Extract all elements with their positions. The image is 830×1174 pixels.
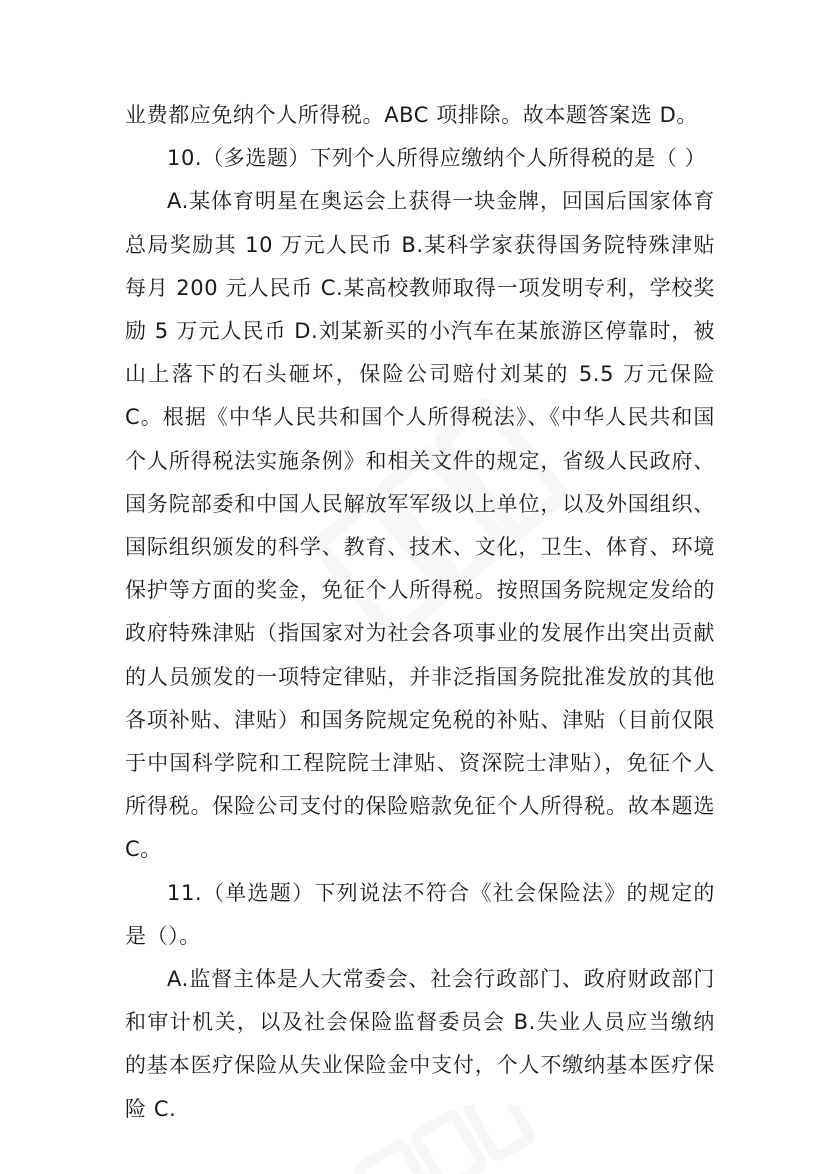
question-10: 10.（多选题）下列个人所得应缴纳个人所得税的是（ ） — [167, 146, 707, 171]
options-11: A.监督主体是人大常委会、社会行政部门、政府财政部门和审计机关，以及社会保险监督委员会 B.失业人员应当缴纳的基本医疗保险从失业保险金中支付，个人不缴纳基本医疗保险 C. — [125, 967, 715, 1121]
options-and-answer-10: A.某体育明星在奥运会上获得一块金牌，回国后国家体育总局奖励其 10 万元人民币 B.某科学家获得国务院特殊津贴每月 200 元人民币 C.某高校教师取得一项发明专利，学校奖励 5 万元人民币 D.刘某新买的小汽车在某旅游区停靠时，被山上落下的石头砸坏，保险公司赔付刘某的 5.5 万元保险 C。根据《中华人民共和国个人所得税法》、《中华人民共和国个人所得税法实施条例》和相关文件的规定，省级人民政府、国务院部委和中国人民解放军军级以上单位，以及外国组织、国际组织颁发的科学、教育、技术、文化，卫生、体育、环境保护等方面的奖金，免征个人所得税。按照国务院规定发给的政府特殊津贴（指国家对为社会各项事业的发展作出突出贡献的人员颁发的一项特定律贴，并非泛指国务院批准发放的其他各项补贴、津贴）和国务院规定免税的补贴、津贴（目前仅限于中国科学院和工程院院士津贴、资深院士津贴），免征个人所得税。保险公司支付的保险赔款免征个人所得税。故本题选 C。 — [125, 189, 715, 862]
document-body — [125, 94, 715, 1131]
question-11: 11.（单选题）下列说法不符合《社会保险法》的规定的是（）。 — [125, 880, 715, 948]
answer-9-tail: 业费都应免纳个人所得税。ABC 项排除。故本题答案选 D。 — [125, 103, 698, 127]
